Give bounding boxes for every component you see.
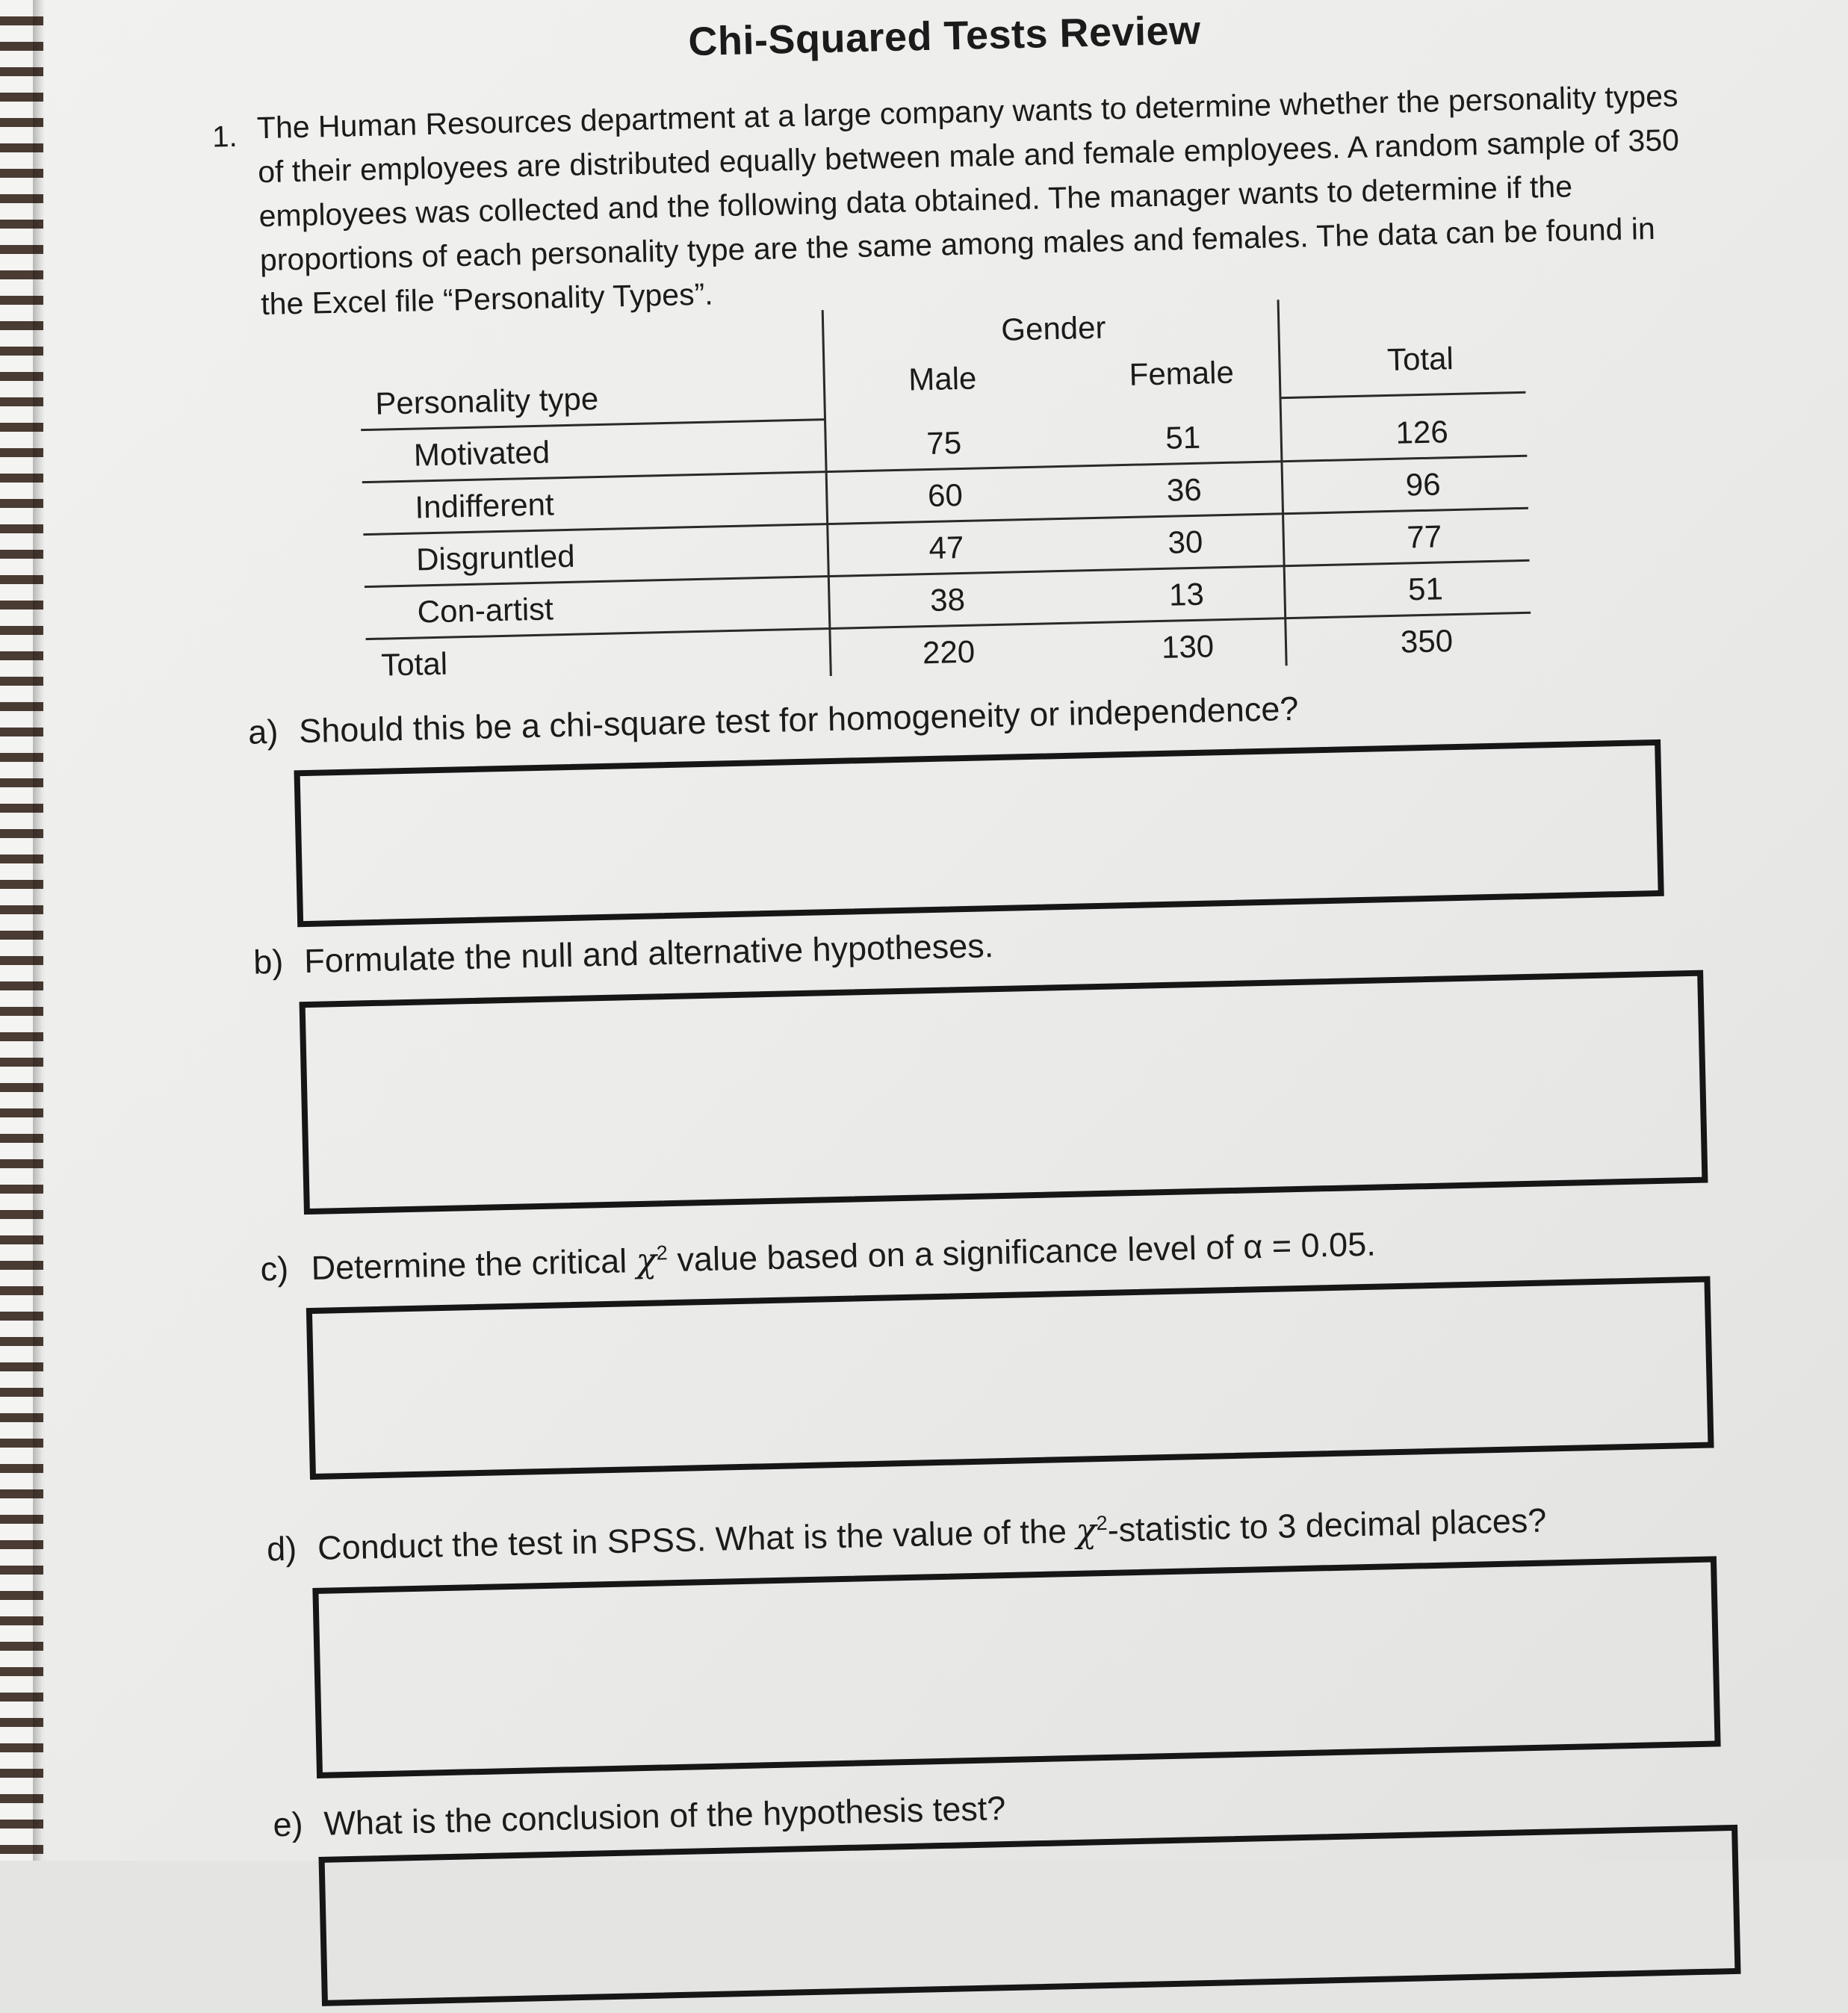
question-number: 1. [211, 120, 238, 154]
chi-symbol: χ [1075, 1510, 1097, 1551]
answer-box-a[interactable] [294, 739, 1663, 927]
column-header-total: Total [1386, 340, 1454, 377]
cell-total-total: 350 [1400, 623, 1454, 660]
subquestion-e-text: What is the conclusion of the hypothesis test? [323, 1789, 1006, 1843]
cell-disgruntled-total: 77 [1406, 518, 1442, 555]
chi-power: 2 [656, 1241, 669, 1265]
subquestion-d-label: d) [266, 1529, 297, 1569]
cell-total-female: 130 [1161, 628, 1215, 665]
cell-motivated-male: 75 [925, 424, 962, 462]
answer-box-b[interactable] [300, 970, 1708, 1215]
personality-gender-table [359, 294, 1562, 686]
cell-con-artist-male: 38 [929, 581, 966, 618]
row-label-disgruntled: Disgruntled [415, 538, 576, 577]
subquestion-a [248, 689, 1299, 752]
subquestion-c-text-start: Determine the critical [311, 1241, 637, 1287]
cell-disgruntled-male: 47 [928, 529, 964, 565]
column-header-female: Female [1129, 354, 1235, 392]
cell-motivated-female: 51 [1165, 419, 1201, 456]
row-label-indifferent: Indifferent [415, 486, 555, 525]
chi-power: 2 [1096, 1511, 1108, 1535]
row-label-con-artist: Con-artist [417, 591, 554, 630]
cell-indifferent-male: 60 [927, 477, 964, 513]
subquestion-a-label: a) [247, 712, 279, 751]
row-label-total: Total [380, 645, 448, 683]
subquestion-e [273, 1789, 1006, 1844]
subquestion-d-text-start: Conduct the test in SPSS. What is the value of the [317, 1511, 1077, 1567]
gender-header: Gender [1000, 309, 1106, 347]
subquestion-d [267, 1501, 1547, 1569]
page-title: Chi-Squared Tests Review [687, 7, 1202, 65]
subquestion-c [260, 1224, 1376, 1289]
cell-indifferent-female: 36 [1166, 471, 1203, 508]
alpha-expression: α = 0.05 [1242, 1224, 1367, 1266]
cell-disgruntled-female: 30 [1167, 524, 1203, 560]
subquestion-b [253, 926, 994, 981]
table-divider-label [822, 310, 832, 676]
subquestion-b-label: b) [252, 942, 284, 981]
subquestion-c-label: c) [260, 1249, 289, 1288]
cell-con-artist-total: 51 [1407, 571, 1444, 607]
chi-symbol: χ [636, 1240, 657, 1281]
subquestion-d-text-end: -statistic to 3 decimal places? [1107, 1501, 1547, 1549]
column-header-male: Male [908, 360, 977, 397]
answer-box-d[interactable] [312, 1556, 1720, 1778]
cell-total-male: 220 [922, 633, 976, 671]
subquestion-c-period: . [1365, 1224, 1377, 1263]
table-divider-total [1277, 300, 1288, 666]
row-label-motivated: Motivated [413, 434, 551, 473]
cell-indifferent-total: 96 [1405, 466, 1442, 503]
subquestion-c-text-end: value based on a significance level of [667, 1227, 1244, 1280]
subquestion-e-label: e) [272, 1805, 304, 1844]
subquestion-b-text: Formulate the null and alternative hypotheses. [303, 926, 994, 981]
cell-con-artist-female: 13 [1168, 576, 1205, 612]
question-text: The Human Resources department at a large company wants to determine whether the personality types of their employees are distributed equally between male and female employees. A random sample of 350 employees was collected and the following data obtained. The manager wants to determine if the proportions of each personality type are the same among males and females. The data can be found in the Excel file “Personality Types”. [256, 78, 1680, 322]
table-rule-header-right [1279, 391, 1525, 399]
cell-motivated-total: 126 [1395, 414, 1449, 450]
row-header: Personality type [374, 380, 599, 421]
answer-box-e[interactable] [319, 1825, 1741, 2006]
subquestion-a-text: Should this be a chi-square test for homogeneity or independence? [298, 689, 1299, 751]
answer-box-c[interactable] [306, 1277, 1714, 1480]
